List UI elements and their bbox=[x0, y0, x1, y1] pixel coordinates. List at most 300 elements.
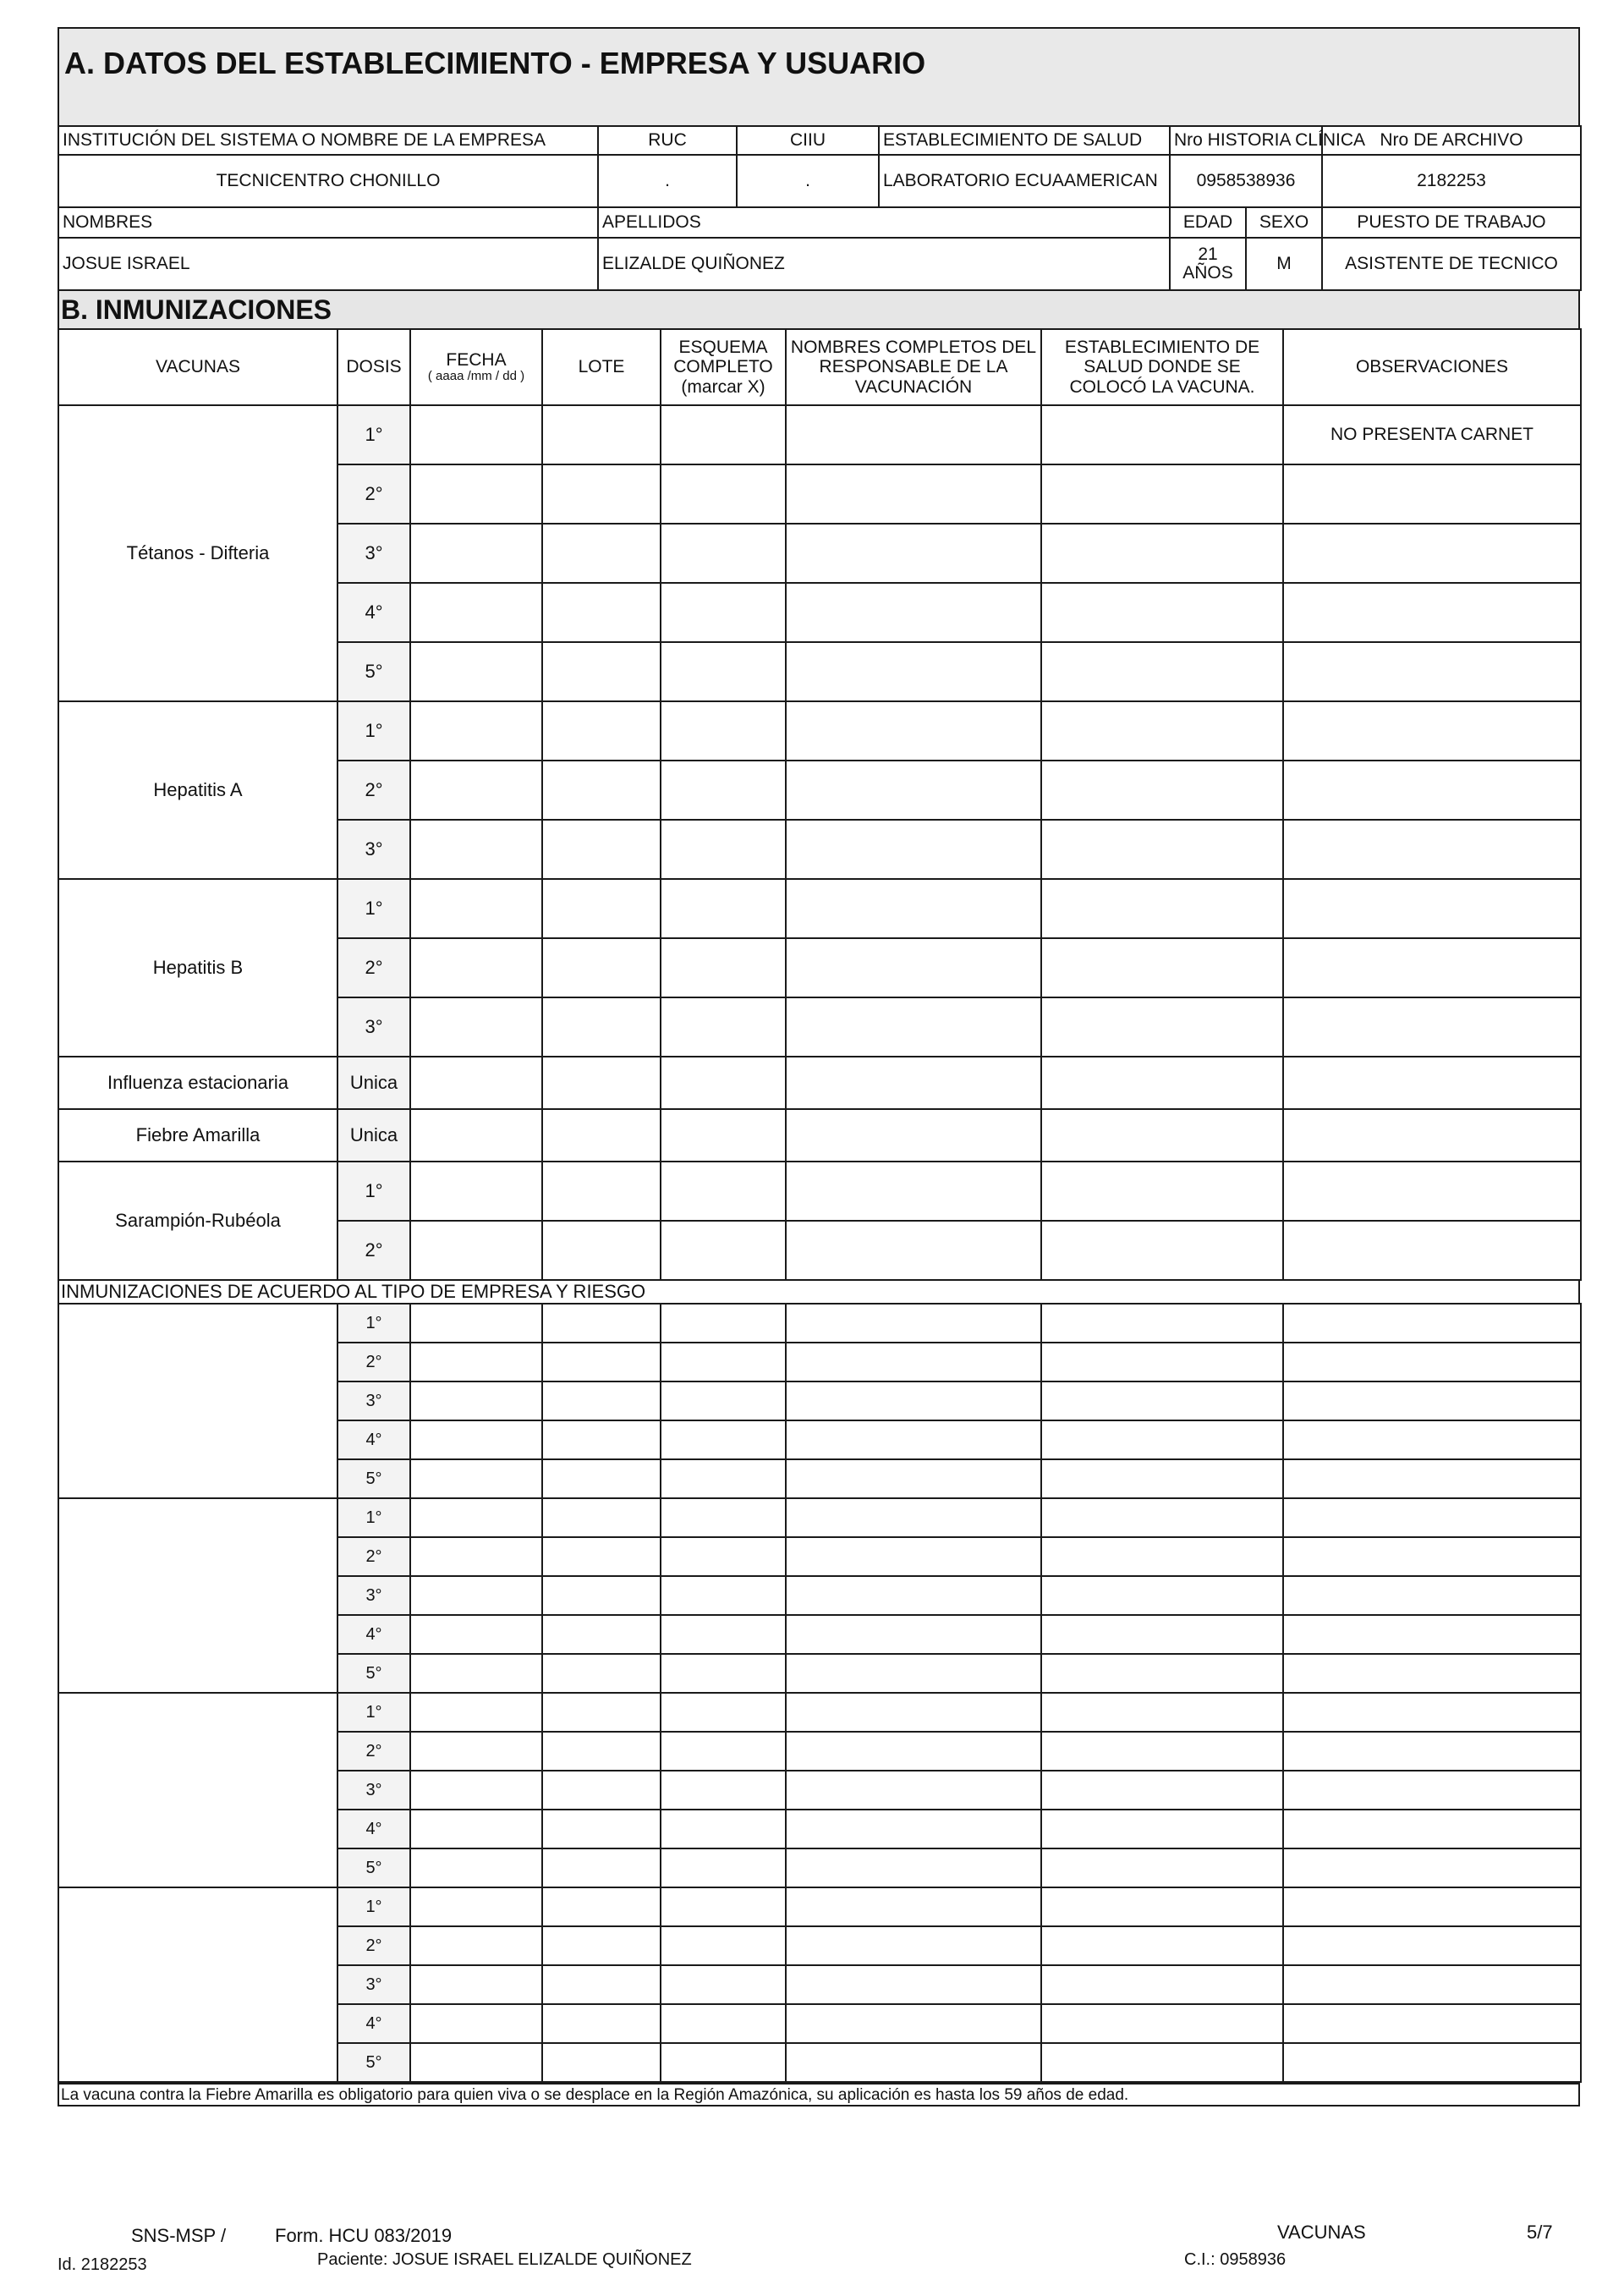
risk-empty-cell bbox=[542, 1926, 661, 1965]
col-esquema bbox=[661, 329, 786, 405]
risk-empty-cell bbox=[661, 1926, 786, 1965]
risk-empty-cell bbox=[1283, 1654, 1581, 1693]
risk-empty-cell bbox=[542, 1420, 661, 1459]
risk-dose-row bbox=[58, 1887, 1581, 1926]
establecimiento-cell bbox=[1041, 879, 1283, 938]
risk-empty-cell bbox=[786, 1810, 1041, 1848]
dose-label: 5° bbox=[337, 2043, 410, 2082]
risk-empty-cell bbox=[542, 1343, 661, 1381]
risk-empty-cell bbox=[661, 1420, 786, 1459]
lote-cell bbox=[542, 583, 661, 642]
risk-empty-cell bbox=[661, 1887, 786, 1926]
dose-label: 3° bbox=[337, 1381, 410, 1420]
risk-empty-cell bbox=[1283, 1965, 1581, 2004]
risk-empty-cell bbox=[410, 1693, 542, 1732]
risk-empty-cell bbox=[1041, 1810, 1283, 1848]
risk-empty-cell bbox=[1283, 1459, 1581, 1498]
responsable-cell bbox=[786, 642, 1041, 701]
vaccine-rows bbox=[58, 405, 1581, 1280]
risk-empty-cell bbox=[1041, 1537, 1283, 1576]
risk-empty-cell bbox=[410, 1771, 542, 1810]
observaciones-cell bbox=[1283, 761, 1581, 820]
fecha-cell bbox=[410, 1109, 542, 1162]
responsable-cell bbox=[786, 879, 1041, 938]
dose-label: 4° bbox=[337, 1810, 410, 1848]
risk-empty-cell bbox=[1041, 1771, 1283, 1810]
col-establecimiento: ESTABLECIMIENTO DE SALUD DONDE SE COLOCÓ LA VACUNA. bbox=[1041, 329, 1283, 405]
establecimiento-cell bbox=[1041, 405, 1283, 464]
esquema-cell bbox=[661, 464, 786, 524]
risk-empty-cell bbox=[1283, 1848, 1581, 1887]
dose-label: 1° bbox=[337, 1887, 410, 1926]
header-apellidos: APELLIDOS bbox=[598, 207, 1170, 238]
header-edad: EDAD bbox=[1170, 207, 1246, 238]
fecha-cell bbox=[410, 1221, 542, 1280]
col-fecha bbox=[410, 329, 542, 405]
esquema-cell bbox=[661, 879, 786, 938]
dose-label: 3° bbox=[337, 1576, 410, 1615]
footer-form-code: Form. HCU 083/2019 bbox=[275, 2225, 453, 2246]
col-dosis: DOSIS bbox=[337, 329, 410, 405]
section-a-header bbox=[58, 27, 1580, 125]
risk-empty-cell bbox=[1283, 2004, 1581, 2043]
fiebre-amarilla-note: La vacuna contra la Fiebre Amarilla es obligatorio para quien viva o se desplace en la Región Amazónica, su aplicación es hasta los 59 años de edad. bbox=[58, 2083, 1580, 2106]
observaciones-cell bbox=[1283, 1109, 1581, 1162]
footer-form-left: SNS-MSP / bbox=[131, 2225, 227, 2246]
dose-label: 1° bbox=[337, 1162, 410, 1221]
risk-empty-cell bbox=[786, 1576, 1041, 1615]
risk-empty-cell bbox=[786, 1654, 1041, 1693]
risk-empty-cell bbox=[661, 1459, 786, 1498]
risk-empty-cell bbox=[410, 1732, 542, 1771]
esquema-cell bbox=[661, 1057, 786, 1109]
dose-label: 2° bbox=[337, 1221, 410, 1280]
col-observaciones: OBSERVACIONES bbox=[1283, 329, 1581, 405]
value-sexo: M bbox=[1246, 238, 1322, 290]
lote-cell bbox=[542, 879, 661, 938]
col-fecha-format: ( aaaa /mm / dd ) bbox=[427, 369, 525, 384]
risk-empty-cell bbox=[410, 1304, 542, 1343]
risk-empty-cell bbox=[410, 1887, 542, 1926]
risk-empty-cell bbox=[1041, 1887, 1283, 1926]
header-archivo: Nro DE ARCHIVO bbox=[1322, 126, 1581, 155]
observaciones-cell bbox=[1283, 701, 1581, 761]
risk-empty-cell bbox=[542, 1848, 661, 1887]
esquema-cell bbox=[661, 997, 786, 1057]
observaciones-cell bbox=[1283, 938, 1581, 997]
dose-label: 5° bbox=[337, 642, 410, 701]
responsable-cell bbox=[786, 997, 1041, 1057]
risk-empty-cell bbox=[786, 1965, 1041, 2004]
risk-dose-row bbox=[58, 1693, 1581, 1732]
header-nombres: NOMBRES bbox=[58, 207, 598, 238]
risk-empty-cell bbox=[1283, 1693, 1581, 1732]
risk-empty-cell bbox=[1041, 1381, 1283, 1420]
lote-cell bbox=[542, 405, 661, 464]
dose-label: 2° bbox=[337, 1732, 410, 1771]
dose-label: 2° bbox=[337, 1926, 410, 1965]
esquema-cell bbox=[661, 583, 786, 642]
dose-label: 2° bbox=[337, 1537, 410, 1576]
risk-empty-cell bbox=[410, 1420, 542, 1459]
vaccine-dose-row bbox=[58, 1162, 1581, 1221]
risk-empty-cell bbox=[1041, 1693, 1283, 1732]
fecha-cell bbox=[410, 464, 542, 524]
establecimiento-cell bbox=[1041, 1109, 1283, 1162]
lote-cell bbox=[542, 642, 661, 701]
col-fecha-label: FECHA bbox=[446, 350, 507, 371]
responsable-cell bbox=[786, 1057, 1041, 1109]
risk-empty-cell bbox=[542, 1381, 661, 1420]
lote-cell bbox=[542, 997, 661, 1057]
risk-empty-cell bbox=[661, 1343, 786, 1381]
header-ruc: RUC bbox=[598, 126, 737, 155]
fecha-cell bbox=[410, 820, 542, 879]
risk-empty-cell bbox=[786, 1343, 1041, 1381]
risk-empty-cell bbox=[410, 2043, 542, 2082]
vaccine-name: Hepatitis A bbox=[58, 701, 337, 879]
esquema-cell bbox=[661, 524, 786, 583]
lote-cell bbox=[542, 1057, 661, 1109]
responsable-cell bbox=[786, 701, 1041, 761]
fecha-cell bbox=[410, 1162, 542, 1221]
observaciones-cell bbox=[1283, 1162, 1581, 1221]
value-institucion: TECNICENTRO CHONILLO bbox=[58, 155, 598, 207]
dose-label: 1° bbox=[337, 405, 410, 464]
risk-empty-cell bbox=[1283, 1771, 1581, 1810]
value-establecimiento: LABORATORIO ECUAAMERICAN bbox=[879, 155, 1170, 207]
establecimiento-cell bbox=[1041, 701, 1283, 761]
value-ciiu: . bbox=[737, 155, 879, 207]
col-lote: LOTE bbox=[542, 329, 661, 405]
risk-empty-cell bbox=[661, 1537, 786, 1576]
risk-empty-cell bbox=[786, 1771, 1041, 1810]
observaciones-cell bbox=[1283, 464, 1581, 524]
header-sexo: SEXO bbox=[1246, 207, 1322, 238]
risk-empty-cell bbox=[786, 1615, 1041, 1654]
observaciones-cell bbox=[1283, 997, 1581, 1057]
risk-empty-cell bbox=[1283, 1615, 1581, 1654]
vaccine-name: Fiebre Amarilla bbox=[58, 1109, 337, 1162]
observaciones-cell bbox=[1283, 642, 1581, 701]
header-puesto: PUESTO DE TRABAJO bbox=[1322, 207, 1581, 238]
esquema-cell bbox=[661, 642, 786, 701]
lote-cell bbox=[542, 464, 661, 524]
risk-empty-cell bbox=[410, 1965, 542, 2004]
section-a-title: A. DATOS DEL ESTABLECIMIENTO - EMPRESA Y USUARIO bbox=[64, 46, 926, 80]
establecimiento-cell bbox=[1041, 524, 1283, 583]
risk-rows bbox=[58, 1304, 1581, 2082]
dose-label: 2° bbox=[337, 1343, 410, 1381]
esquema-cell bbox=[661, 1162, 786, 1221]
risk-empty-cell bbox=[786, 1887, 1041, 1926]
dose-label: 2° bbox=[337, 464, 410, 524]
edad-number: 21 bbox=[1198, 244, 1218, 264]
esquema-cell bbox=[661, 820, 786, 879]
header-historia: Nro HISTORIA CLÍNICA bbox=[1170, 126, 1322, 155]
dose-label: 4° bbox=[337, 583, 410, 642]
value-edad bbox=[1170, 238, 1246, 290]
risk-empty-cell bbox=[1283, 1576, 1581, 1615]
fecha-cell bbox=[410, 583, 542, 642]
value-puesto: ASISTENTE DE TECNICO bbox=[1322, 238, 1581, 290]
risk-empty-cell bbox=[542, 1887, 661, 1926]
dose-label: 1° bbox=[337, 1304, 410, 1343]
establecimiento-cell bbox=[1041, 464, 1283, 524]
observaciones-cell bbox=[1283, 524, 1581, 583]
risk-empty-cell bbox=[661, 1654, 786, 1693]
risk-empty-cell bbox=[410, 1498, 542, 1537]
risk-empty-cell bbox=[542, 1771, 661, 1810]
risk-empty-cell bbox=[1041, 1498, 1283, 1537]
risk-empty-cell bbox=[1041, 1654, 1283, 1693]
risk-empty-cell bbox=[410, 1343, 542, 1381]
risk-empty-cell bbox=[542, 1654, 661, 1693]
observaciones-cell bbox=[1283, 583, 1581, 642]
risk-empty-cell bbox=[661, 2004, 786, 2043]
fecha-cell bbox=[410, 997, 542, 1057]
dose-label: 5° bbox=[337, 1459, 410, 1498]
risk-empty-cell bbox=[542, 1810, 661, 1848]
footer-id: Id. 2182253 bbox=[58, 2255, 147, 2274]
risk-empty-cell bbox=[661, 1576, 786, 1615]
dose-label: 1° bbox=[337, 879, 410, 938]
risk-empty-cell bbox=[786, 1926, 1041, 1965]
value-archivo: 2182253 bbox=[1322, 155, 1581, 207]
responsable-cell bbox=[786, 1109, 1041, 1162]
risk-empty-cell bbox=[786, 1459, 1041, 1498]
dose-label: 4° bbox=[337, 1615, 410, 1654]
dose-label: 4° bbox=[337, 1420, 410, 1459]
risk-empty-cell bbox=[542, 1965, 661, 2004]
risk-empty-cell bbox=[1283, 1732, 1581, 1771]
risk-empty-cell bbox=[661, 1498, 786, 1537]
risk-empty-cell bbox=[410, 1810, 542, 1848]
risk-empty-cell bbox=[786, 1381, 1041, 1420]
fecha-cell bbox=[410, 1057, 542, 1109]
edad-unit: AÑOS bbox=[1182, 263, 1233, 283]
esquema-cell bbox=[661, 1109, 786, 1162]
footer-ci: C.I.: 0958936 bbox=[1184, 2250, 1287, 2269]
dose-label: 5° bbox=[337, 1654, 410, 1693]
risk-empty-cell bbox=[542, 1537, 661, 1576]
establecimiento-cell bbox=[1041, 1057, 1283, 1109]
fecha-cell bbox=[410, 761, 542, 820]
value-apellidos: ELIZALDE QUIÑONEZ bbox=[598, 238, 1170, 290]
responsable-cell bbox=[786, 524, 1041, 583]
dose-label: 2° bbox=[337, 761, 410, 820]
risk-empty-cell bbox=[661, 1732, 786, 1771]
risk-empty-cell bbox=[661, 1381, 786, 1420]
risk-empty-cell bbox=[1041, 2004, 1283, 2043]
risk-empty-cell bbox=[1041, 1926, 1283, 1965]
risk-empty-cell bbox=[542, 2004, 661, 2043]
risk-empty-cell bbox=[661, 1693, 786, 1732]
risk-empty-cell bbox=[786, 1498, 1041, 1537]
risk-empty-cell bbox=[1283, 1498, 1581, 1537]
lote-cell bbox=[542, 761, 661, 820]
establecimiento-cell bbox=[1041, 820, 1283, 879]
footer-page: 5/7 bbox=[1527, 2222, 1553, 2243]
risk-empty-cell bbox=[1041, 1576, 1283, 1615]
risk-empty-cell bbox=[1283, 1887, 1581, 1926]
risk-empty-cell bbox=[1041, 2043, 1283, 2082]
risk-empty-cell bbox=[410, 1576, 542, 1615]
risk-empty-cell bbox=[1283, 1304, 1581, 1343]
risk-empty-cell bbox=[542, 1615, 661, 1654]
esquema-cell bbox=[661, 405, 786, 464]
responsable-cell bbox=[786, 405, 1041, 464]
dose-label: 1° bbox=[337, 701, 410, 761]
header-establecimiento: ESTABLECIMIENTO DE SALUD bbox=[879, 126, 1170, 155]
risk-dose-row bbox=[58, 1304, 1581, 1343]
risk-empty-cell bbox=[661, 1848, 786, 1887]
esquema-cell bbox=[661, 1221, 786, 1280]
vaccine-dose-row bbox=[58, 1109, 1581, 1162]
lote-cell bbox=[542, 1221, 661, 1280]
risk-empty-cell bbox=[661, 1304, 786, 1343]
establecimiento-cell bbox=[1041, 938, 1283, 997]
risk-empty-cell bbox=[542, 1693, 661, 1732]
responsable-cell bbox=[786, 820, 1041, 879]
risk-empty-cell bbox=[542, 1498, 661, 1537]
header-institucion: INSTITUCIÓN DEL SISTEMA O NOMBRE DE LA EMPRESA bbox=[58, 126, 598, 155]
establishment-table bbox=[58, 125, 1582, 291]
risk-empty-cell bbox=[542, 1576, 661, 1615]
risk-empty-cell bbox=[1283, 1420, 1581, 1459]
fecha-cell bbox=[410, 524, 542, 583]
risk-empty-cell bbox=[786, 1732, 1041, 1771]
dose-label: 3° bbox=[337, 1771, 410, 1810]
establecimiento-cell bbox=[1041, 1162, 1283, 1221]
risk-empty-cell bbox=[786, 1693, 1041, 1732]
risk-vaccine-name bbox=[58, 1498, 337, 1693]
col-vacunas: VACUNAS bbox=[58, 329, 337, 405]
vaccine-name: Tétanos - Difteria bbox=[58, 405, 337, 701]
vaccine-dose-row bbox=[58, 1057, 1581, 1109]
form-frame bbox=[58, 27, 1580, 2106]
risk-empty-cell bbox=[1283, 1343, 1581, 1381]
dose-label: Unica bbox=[337, 1057, 410, 1109]
fecha-cell bbox=[410, 938, 542, 997]
risk-empty-cell bbox=[542, 1732, 661, 1771]
risk-table bbox=[58, 1303, 1582, 2083]
vaccine-dose-row bbox=[58, 879, 1581, 938]
risk-empty-cell bbox=[410, 1848, 542, 1887]
observaciones-cell bbox=[1283, 1221, 1581, 1280]
establecimiento-cell bbox=[1041, 642, 1283, 701]
risk-empty-cell bbox=[661, 1615, 786, 1654]
fecha-cell bbox=[410, 701, 542, 761]
lote-cell bbox=[542, 524, 661, 583]
esquema-cell bbox=[661, 761, 786, 820]
risk-empty-cell bbox=[1041, 1459, 1283, 1498]
risk-empty-cell bbox=[1041, 1732, 1283, 1771]
risk-empty-cell bbox=[410, 1654, 542, 1693]
risk-empty-cell bbox=[1041, 1615, 1283, 1654]
establecimiento-cell bbox=[1041, 997, 1283, 1057]
esquema-cell bbox=[661, 938, 786, 997]
lote-cell bbox=[542, 1162, 661, 1221]
fecha-cell bbox=[410, 405, 542, 464]
risk-empty-cell bbox=[786, 1304, 1041, 1343]
establecimiento-cell bbox=[1041, 1221, 1283, 1280]
risk-title: INMUNIZACIONES DE ACUERDO AL TIPO DE EMPRESA Y RIESGO bbox=[58, 1281, 1580, 1303]
dose-label: Unica bbox=[337, 1109, 410, 1162]
observaciones-cell bbox=[1283, 1057, 1581, 1109]
risk-empty-cell bbox=[1041, 1848, 1283, 1887]
observaciones-cell: NO PRESENTA CARNET bbox=[1283, 405, 1581, 464]
risk-empty-cell bbox=[786, 1537, 1041, 1576]
fecha-cell bbox=[410, 642, 542, 701]
risk-empty-cell bbox=[1283, 1381, 1581, 1420]
observaciones-cell bbox=[1283, 879, 1581, 938]
responsable-cell bbox=[786, 938, 1041, 997]
risk-empty-cell bbox=[786, 2004, 1041, 2043]
risk-empty-cell bbox=[410, 1537, 542, 1576]
risk-empty-cell bbox=[786, 1848, 1041, 1887]
esquema-cell bbox=[661, 701, 786, 761]
risk-empty-cell bbox=[661, 1771, 786, 1810]
risk-empty-cell bbox=[542, 2043, 661, 2082]
risk-empty-cell bbox=[1283, 1810, 1581, 1848]
dose-label: 4° bbox=[337, 2004, 410, 2043]
risk-vaccine-name bbox=[58, 1304, 337, 1498]
section-b-title: B. INMUNIZACIONES bbox=[58, 291, 1580, 328]
risk-empty-cell bbox=[661, 2043, 786, 2082]
vaccine-dose-row bbox=[58, 405, 1581, 464]
responsable-cell bbox=[786, 761, 1041, 820]
dose-label: 3° bbox=[337, 820, 410, 879]
risk-empty-cell bbox=[410, 1615, 542, 1654]
risk-empty-cell bbox=[1041, 1343, 1283, 1381]
dose-label: 1° bbox=[337, 1693, 410, 1732]
dose-label: 3° bbox=[337, 1965, 410, 2004]
risk-empty-cell bbox=[542, 1459, 661, 1498]
vaccine-name: Sarampión-Rubéola bbox=[58, 1162, 337, 1280]
risk-empty-cell bbox=[661, 1810, 786, 1848]
risk-empty-cell bbox=[410, 1459, 542, 1498]
risk-dose-row bbox=[58, 1498, 1581, 1537]
header-ciiu: CIIU bbox=[737, 126, 879, 155]
value-nombres: JOSUE ISRAEL bbox=[58, 238, 598, 290]
risk-empty-cell bbox=[1041, 1420, 1283, 1459]
lote-cell bbox=[542, 938, 661, 997]
lote-cell bbox=[542, 1109, 661, 1162]
risk-empty-cell bbox=[1283, 2043, 1581, 2082]
dose-label: 3° bbox=[337, 524, 410, 583]
risk-empty-cell bbox=[1283, 1926, 1581, 1965]
immunization-table bbox=[58, 328, 1582, 1281]
value-historia: 0958538936 bbox=[1170, 155, 1322, 207]
vaccine-dose-row bbox=[58, 701, 1581, 761]
responsable-cell bbox=[786, 1221, 1041, 1280]
risk-empty-cell bbox=[1283, 1537, 1581, 1576]
risk-empty-cell bbox=[786, 1420, 1041, 1459]
dose-label: 5° bbox=[337, 1848, 410, 1887]
vaccine-name: Influenza estacionaria bbox=[58, 1057, 337, 1109]
footer-patient: Paciente: JOSUE ISRAEL ELIZALDE QUIÑONEZ bbox=[317, 2250, 692, 2269]
col-esquema-label: ESQUEMA COMPLETO bbox=[673, 338, 773, 377]
establecimiento-cell bbox=[1041, 761, 1283, 820]
establecimiento-cell bbox=[1041, 583, 1283, 642]
responsable-cell bbox=[786, 583, 1041, 642]
risk-empty-cell bbox=[786, 2043, 1041, 2082]
lote-cell bbox=[542, 701, 661, 761]
col-esquema-sub: (marcar X) bbox=[681, 376, 765, 397]
risk-empty-cell bbox=[542, 1304, 661, 1343]
risk-vaccine-name bbox=[58, 1887, 337, 2082]
